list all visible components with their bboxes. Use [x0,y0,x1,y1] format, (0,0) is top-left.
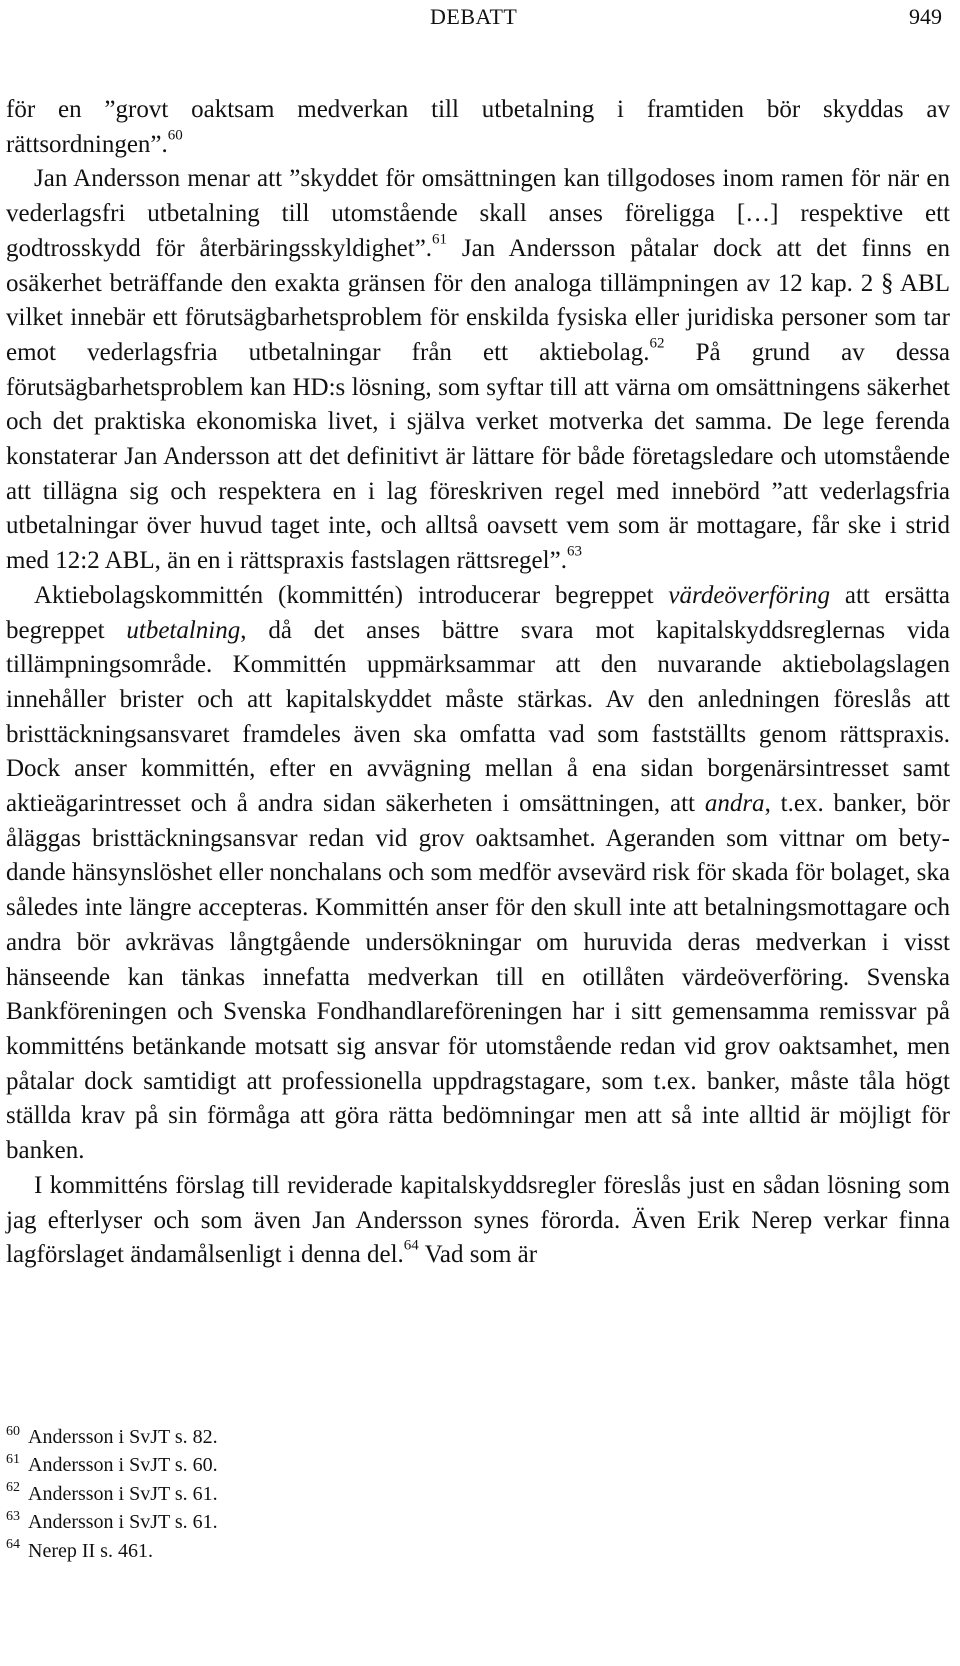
text-run: , då det anses bättre svara mot kapitalskyddsreglernas vida tillämpningsområde. Kommittén uppmärksammar att den nuvarande aktiebolagslagen innehåller brister och att kapitalskyddet måste stärkas. Av den anledningen föreslås att bristtäckningsansvaret framdeles även ska omfatta vad som fastställts genom rättspraxis. Dock anser kommittén, efter en avvägning mellan å ena sidan borgenärsintresset samt aktieägarintresset och å andra sidan säkerheten i omsättningen, att [6,616,950,818]
text-run: I kommitténs förslag till reviderade kapitalskyddsregler föreslås just en sådan lösning som jag efterlyser och som även Jan Andersson synes förorda. Även Erik Nerep verkar finna lagförslaget ändamålsenligt i denna del. [6,1171,950,1269]
footnote [6,1537,606,1565]
footnote-ref: 64 [403,1237,419,1254]
text-run: att ersätta begreppet [6,581,950,644]
text-run: På grund av dessa förutsägbarhetsproblem kan HD:s lösning, som syftar till att värna om omsättningens säkerhet och det praktiska ekonomiska livet, i själva verket motverka det samma. De lege ferenda konstaterar Jan Andersson att det definitivt är lättare för både företagsledare och utomstående att tillägna sig och respektera en i lag föreskriven regel med innebörd ”att vederlagsfria utbetalningar över huvud taget inte, och alltså oavsett vem som är mottagare, får ske i strid med 12:2 ABL, än en i rättspraxis fastslagen rättsregel”. [6,338,950,575]
italic-term: värdeöverföring [668,581,830,609]
page-number: 949 [909,4,942,29]
text-run: för en ”grovt oaktsam medverkan till utbetalning i framtiden bör skyddas av rättsordningen”. [6,96,950,158]
footnote-ref: 63 [566,543,582,560]
footnote-number: 61 [6,1452,20,1468]
footnote [6,1508,606,1536]
body-text [6,93,950,1273]
paragraph [6,93,950,162]
page-header [0,4,960,34]
paragraph [6,162,950,578]
footnote-number: 62 [6,1480,20,1496]
text-run: Jan Andersson påtalar dock att det finns en osäkerhet beträffande den exakta gränsen för den analoga tillämpningen av 12 kap. 2 § ABL vilket innebär ett förutsägbarhetsproblem för enskilda fysiska eller juridiska personer som tar emot vederlagsfria utbetalningar från ett aktiebolag. [6,234,951,366]
footnote-ref: 60 [167,126,183,143]
italic-term: utbetalning [126,616,241,644]
text-run: Vad som är [418,1241,538,1269]
footnote [6,1451,606,1479]
footnote-ref: 61 [432,231,448,248]
footnote-number: 63 [6,1508,20,1524]
footnotes [6,1423,606,1565]
footnote-ref: 62 [649,335,665,352]
footnote-text: Andersson i SvJT s. 61. [28,1482,218,1505]
footnote-text: Andersson i SvJT s. 82. [28,1426,218,1448]
footnote-number: 60 [6,1423,20,1439]
footnote-text: Andersson i SvJT s. 61. [28,1511,218,1534]
footnote-number: 64 [6,1537,20,1553]
italic-term: andra [704,790,765,818]
text-run: Aktiebolagskommittén (kommittén) introducerar begreppet [34,581,669,609]
text-run: Jan Andersson menar att ”skyddet för omsättningen kan tillgodoses inom ramen för när en vederlagsfri utbetalning till utomstående skall anses föreligga […] respektive ett godtrosskydd för återbäringsskyldighet”. [6,165,950,262]
paragraph [6,579,950,1169]
paragraph [6,1169,950,1273]
footnote [6,1423,606,1451]
footnote-text: Andersson i SvJT s. 60. [28,1454,218,1477]
footnote-text: Nerep II s. 461. [28,1539,153,1562]
footnote [6,1480,606,1508]
text-run: , t.ex. banker, bör åläggas bristtäckningsansvar redan vid grov oaktsamhet. Ageranden som vittnar om betydande hänsynslöshet eller nonchalans och som medför avsevärd risk för skada för bolaget, ska således inte längre accepteras. Kommittén anser för den skull inte att betalningsmottagare och andra bör avkrävas långtgående undersökningar om huruvida deras medverkan i visst hänseende kan tänkas innefatta medverkan till en otillåten värdeöverföring. Svenska Bankföreningen och Svenska Fondhandlareföreningen har i sitt gemensamma remissvar på kommitténs betänkande motsatt sig ansvar för utomstående redan vid grov oaktsamhet, men påtalar dock samtidigt att professionella uppdragstagare, som t.ex. banker, måste tåla högt ställda krav på sin förmåga att göra rätta bedömningar men att så inte alltid är möjligt för banken. [6,790,950,1165]
running-head: DEBATT [430,4,518,29]
